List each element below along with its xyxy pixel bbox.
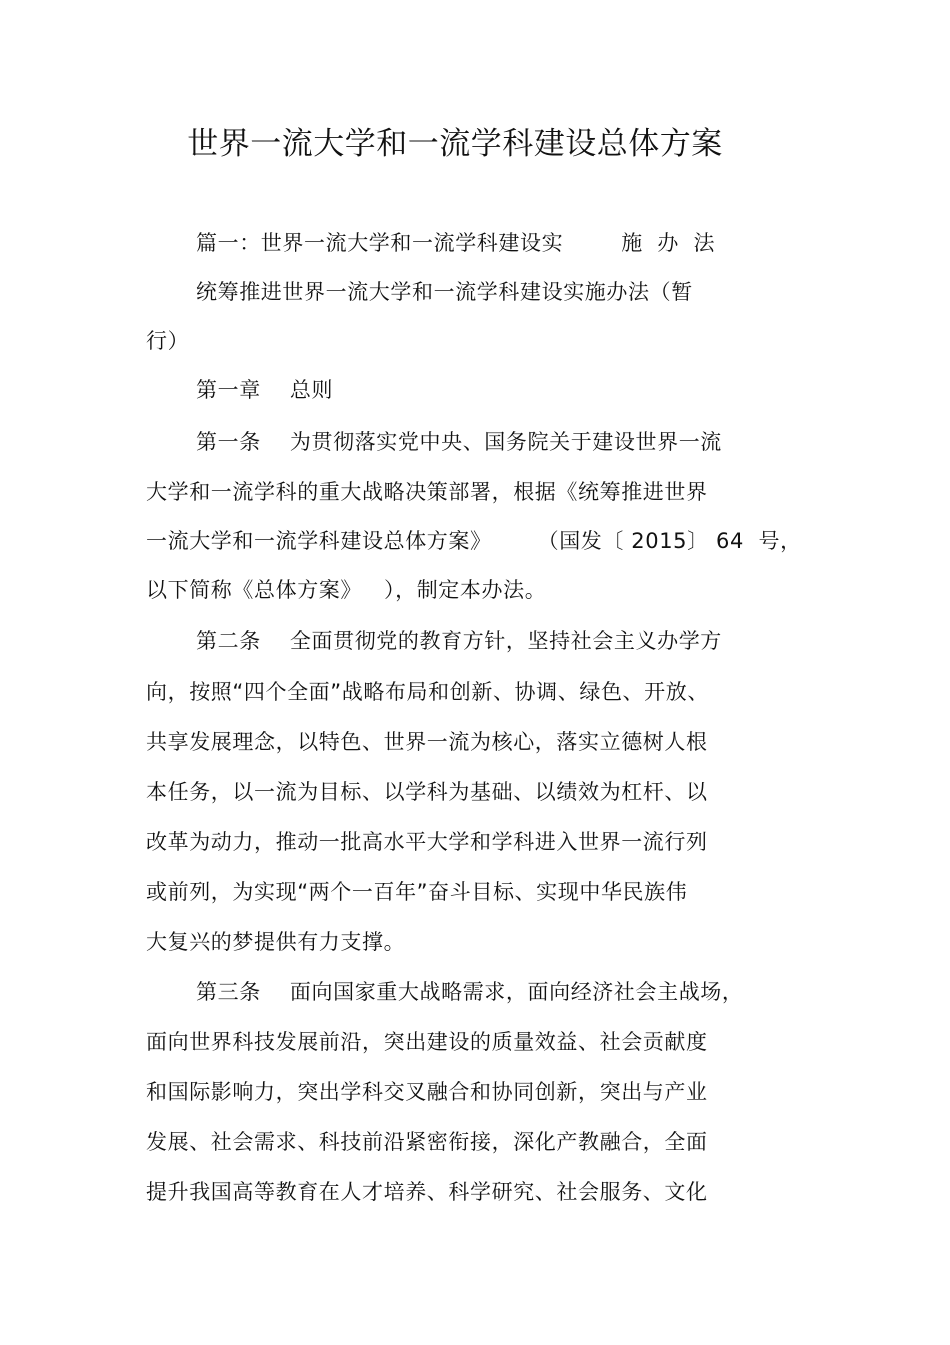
article3-line-2: 面向世界科技发展前沿，突出建设的质量效益、社会贡献度	[146, 1030, 708, 1054]
subtitle-line	[196, 228, 715, 258]
article2-line-3: 共享发展理念，以特色、世界一流为核心，落实立德树人根	[146, 730, 708, 754]
article1-line-1: 第一条 为贯彻落实党中央、国务院关于建设世界一流	[196, 430, 722, 454]
subtitle-part2: 施 办 法	[621, 231, 716, 255]
article1-line-3a: 一流大学和一流学科建设总体方案》	[146, 529, 492, 553]
article3-line-4: 发展、社会需求、科技前沿紧密衔接，深化产教融合，全面	[146, 1130, 708, 1154]
article2-line-2: 向，按照“四个全面”战略布局和创新、协调、绿色、开放、	[146, 680, 709, 704]
article2-line-5: 改革为动力，推动一批高水平大学和学科进入世界一流行列	[146, 830, 708, 854]
doc-name-line-2: 行）	[146, 329, 190, 353]
article1-line-2: 大学和一流学科的重大战略决策部署，根据《统筹推进世界	[146, 480, 708, 504]
doc-name-line-1: 统筹推进世界一流大学和一流学科建设实施办法（暂	[196, 280, 693, 304]
article2-line-6: 或前列，为实现“两个一百年”奋斗目标、实现中华民族伟	[146, 880, 688, 904]
chapter-heading: 第一章 总则	[196, 378, 334, 402]
article1-line-4b: ），制定本办法。	[384, 578, 547, 602]
article1-line-3b: （国发〔 2015〕 64 号，	[537, 529, 802, 553]
document-title: 世界一流大学和一流学科建设总体方案	[187, 126, 723, 162]
article3-line-5: 提升我国高等教育在人才培养、科学研究、社会服务、文化	[146, 1180, 708, 1204]
article1-line-3	[146, 526, 802, 556]
subtitle-part1: 篇一：世界一流大学和一流学科建设实	[196, 231, 564, 255]
article3-line-1: 第三条 面向国家重大战略需求，面向经济社会主战场，	[196, 980, 744, 1004]
article2-line-7: 大复兴的梦提供有力支撑。	[146, 930, 406, 954]
article2-line-4: 本任务，以一流为目标、以学科为基础、以绩效为杠杆、以	[146, 780, 708, 804]
article1-line-4a: 以下简称《总体方案》	[146, 578, 362, 602]
article3-line-3: 和国际影响力，突出学科交叉融合和协同创新，突出与产业	[146, 1080, 708, 1104]
article2-line-1: 第二条 全面贯彻党的教育方针，坚持社会主义办学方	[196, 629, 722, 653]
article1-line-4	[146, 575, 546, 605]
